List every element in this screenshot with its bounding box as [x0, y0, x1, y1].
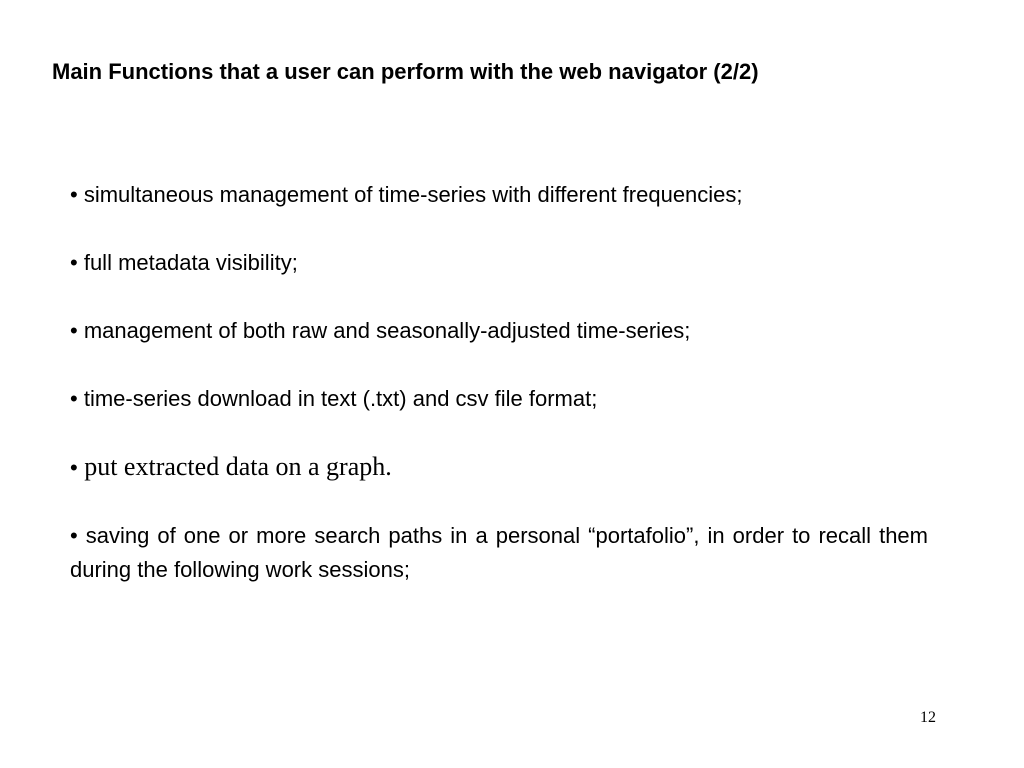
- bullet-mark: •: [70, 386, 78, 411]
- bullet-item: [70, 178, 928, 212]
- page-number: 12: [920, 709, 936, 726]
- bullet-text: saving of one or more search paths in a personal “portafolio”, in order to recall them during the following work sessions;: [70, 523, 928, 582]
- slide-title: Main Functions that a user can perform with the web navigator (2/2): [52, 59, 759, 84]
- bullet-mark: •: [70, 523, 78, 548]
- bullet-mark: •: [70, 455, 78, 480]
- bullet-item: [70, 382, 928, 416]
- bullet-item: [70, 450, 928, 485]
- bullet-item: [70, 519, 928, 587]
- bullet-item: [70, 246, 928, 280]
- bullet-mark: •: [70, 318, 78, 343]
- bullet-text: put extracted data on a graph.: [84, 452, 392, 481]
- bullet-item: [70, 314, 928, 348]
- bullet-list: [70, 178, 928, 587]
- bullet-text: simultaneous management of time-series with different frequencies;: [83, 182, 743, 207]
- bullet-text: full metadata visibility;: [83, 250, 298, 275]
- bullet-text: management of both raw and seasonally-adjusted time-series;: [83, 318, 691, 343]
- bullet-mark: •: [70, 250, 78, 275]
- bullet-text: time-series download in text (.txt) and csv file format;: [83, 386, 598, 411]
- bullet-mark: •: [70, 182, 78, 207]
